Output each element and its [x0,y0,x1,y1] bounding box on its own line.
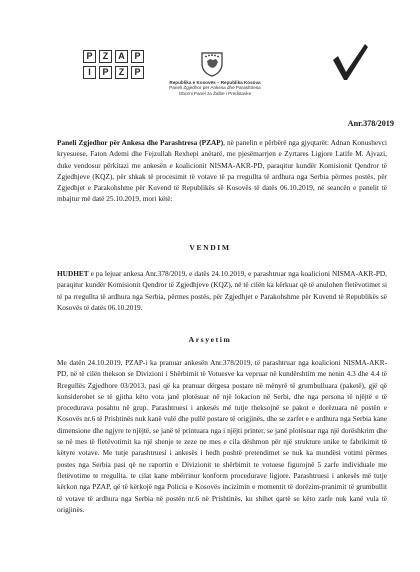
logo-row-bottom [83,66,147,79]
panel-name: Paneli Zgjedhor për Ankesa dhe Parashtresa (PZAP) [57,138,224,147]
checkmark-icon [330,40,370,84]
institution-line: Izborni Panel za Žalbe i Predstavke [178,90,252,96]
verdict-paragraph [57,268,387,313]
logo-letter: P [131,66,144,79]
institution-name [150,80,280,96]
intro-paragraph [57,137,387,205]
institution-line: Republika e Kosovës – Republika Kosova [169,80,261,85]
intro-text: , në panelin e përbërë nga gjyqtarët: Adnan Konushevci kryesuese, Faton Ademi dhe Fejzullah Rexhepi anëtarë, me pjesëmarrjen e Zyrtares Ligjore Latife M. Ajvazi, duke vendosur përkitazi me ankesën e koalicionit NISMA-AKR-PD, paraqitur kundër Komisionit Qendror të Zgjedhjeve (KQZ), për shkak të procesimit të votave të pa rregullta të ardhura nga Serbia përmes postës, për Zgjedhjet e Parakohshme për Kuvend të Republikës së Kosovës të datës 06.10.2019, në seancën e panelit të mbajtur më datë 25.10.2019, mori këtë: [57,138,387,204]
reasoning-heading: Arsyetim [188,335,232,344]
logo-letter: P [131,50,144,63]
institution-line: Paneli Zgjedhor për Ankesa dhe Parashtresa [169,85,261,91]
logo-letter: I [83,66,96,79]
logo-letter: Z [115,66,128,79]
reasoning-paragraph: Me datën 24.10.2019, PZAP-i ka pranuar ankesën Anr.378/2019, të parashtruar nga koalicioni NISMA-AKR-PD, në të cilën thekson se Divizioni i Shërbimit të Votuesve ka vepruar në kundërshtim me nenin 4.3 dhe 4.4 të Rregullës Zgjedhore 03/2013, pasi që ka pranuar dërgesa postare në mënyrë të grumbulluara (paketë), gjë që konsiderohet se të gjitha këto vota janë plotësuar në një lokacion në Serbi, dhe nga persona të njëjtë e të procedurava posahtu në grup. Parashtruesi i ankesës më tutje theksojnë se pakot e dorëzuara në postën e Kosovës nr.6 të Prishtinës nuk kanë vulë dhe pullë postare të origjinës, dhe se zarfet e e ardhura nga Serbia kane dimensione dhe ngjyre te njëjtë, se janë të printuara nga i njëjti printer, se janë plotësuar nga një dorëshkrim dhe se në mes të fletëvotimit ka një shenje te zeze ne mes e cila dëshmon për një strukture unike te fabrikimit të këtyre votave. Me tutje parashtruesi i ankesës i hedh poshtë pretendimet se nuk ka mundësi votimi përmes postes nga Serbia pasi që ne raportin e Divizionit te shërbimit te votuese figurojnë 5 zarfe individuale me fletëvotime te rregullta. te cilat kane mbërrinur konform procedurave ligjore. Parashtruesi i ankesës më tutje kërkon nga PZAP, që të kërkojë nga Policia e Kosovës incizimin e momentit të dorëzim-pranimit të grumbullit të votave të ardhura nga Serbia në postën nr.6 në Prishtinës, ku shihet qartë se këto zarfe nuk kanë vula të origjinës. [57,358,387,514]
kosovo-emblem-icon [198,50,226,78]
logo-row-top [83,50,147,63]
verdict-heading: VENDIM [189,243,231,252]
logo-letter: P [83,50,96,63]
logo-letter: A [115,50,128,63]
pzap-logo [83,50,147,82]
logo-letter: Z [99,50,112,63]
reference-number: Anr.378/2019 [347,119,394,128]
verdict-lead: HUDHET [57,269,89,278]
verdict-text: e pa lejuar ankesa Anr.378/2019, e datës 24.10.2019, e parashtruar nga koalicioni NISMA-AKR-PD, paraqitur kundër Komisionit Qendror të Zgjedhjeve (KQZ), në të cilën ka kërkuar që të anulohen fletëvotimet si të pa rregullta të ardhura nga Serbia, përmes postës, për Zgjedhjet e Parakohshme për Kuvend të Republikës së Kosovës të datës 06.10.2019. [57,269,387,312]
logo-letter: P [99,66,112,79]
